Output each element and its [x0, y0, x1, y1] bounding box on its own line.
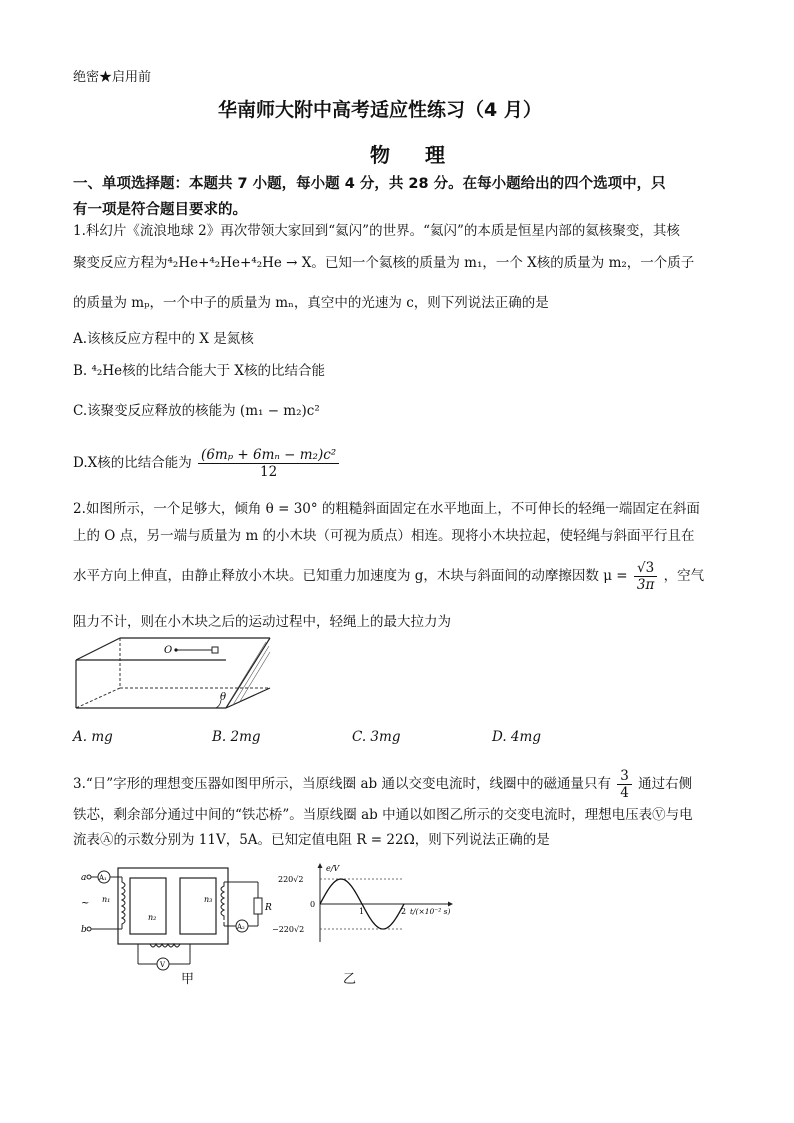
q2-mu-numerator: √3 [634, 560, 657, 577]
q3-n1-label: n₁ [102, 895, 111, 904]
q1-line2-suffix: 。已知一个氦核的质量为 m₁，一个 X核的质量为 m₂，一个质子 [311, 255, 695, 271]
q3-core-window-right [180, 878, 216, 934]
q3-figure-jia-caption: 甲 [181, 972, 195, 987]
q3-resistor-label: R [265, 903, 272, 913]
q2-line1: 2.如图所示，一个足够大，倾角 θ = 30° 的粗糙斜面固定在水平地面上，不可伸长的轻绳一端固定在斜面 [73, 501, 700, 517]
q3-iron-core-outer [118, 868, 228, 944]
q2-option-d: D. 4mg [492, 729, 541, 745]
q3-graph-tick-2: 2 [401, 907, 407, 916]
q1-option-d-denominator: 12 [260, 464, 278, 481]
q2-line4: 阻力不计，则在小木块之后的运动过程中，轻绳上的最大拉力为 [73, 614, 451, 630]
q1-equation: ⁴₂He+⁴₂He+⁴₂He → X [167, 255, 312, 271]
q3-voltmeter-label: V [160, 961, 166, 969]
q1-option-d [73, 447, 341, 480]
q3-resistor [254, 898, 262, 914]
q2-theta-label: θ [220, 692, 227, 703]
q2-block [212, 647, 218, 653]
q2-hidden-edge [76, 688, 120, 708]
section-heading-line2: 有一项是符合题目要求的。 [73, 202, 247, 218]
q1-line2-prefix: 聚变反应方程为 [73, 255, 168, 271]
q3-frac-numerator: 3 [617, 768, 632, 785]
q3-transformer-figure [78, 860, 278, 985]
secret-mark: 绝密★启用前 [73, 70, 152, 85]
q1-option-a: A.该核反应方程中的 X 是氮核 [73, 331, 254, 347]
q2-line3-prefix: 水平方向上伸直，由静止释放小木块。已知重力加速度为 g，木块与斜面间的动摩擦因数 μ = [73, 567, 628, 584]
q3-flux-fraction [617, 768, 632, 801]
q2-option-c: C. 3mg [352, 729, 401, 745]
q3-terminal-b-label: b [81, 925, 87, 935]
q3-line3: 流表Ⓐ的示数分别为 11V，5A。已知定值电阻 R = 22Ω，则下列说法正确的是 [73, 832, 550, 848]
q3-graph-y-max: 220√2 [278, 875, 304, 884]
q3-graph-tick-1: 1 [359, 907, 365, 916]
q2-mu-denominator: 3π [636, 577, 655, 594]
q3-core-window-left [130, 878, 166, 934]
q1-line1: 1.科幻片《流浪地球 2》再次带领大家回到“氦闪”的世界。“氦闪”的本质是恒星内部的氦核聚变，其核 [73, 223, 680, 239]
q1-line2 [73, 257, 694, 271]
q3-terminal-a-label: a [81, 873, 87, 883]
q3-line1-suffix: 通过右侧 [638, 775, 693, 792]
q3-voltage-graph [270, 862, 460, 946]
section-heading-line1: 一、单项选择题：本题共 7 小题，每小题 4 分，共 28 分。在每小题给出的四个选项中，只 [73, 176, 666, 192]
q1-option-d-fraction [198, 447, 339, 480]
q3-frac-denominator: 4 [620, 785, 629, 802]
q2-line3 [73, 560, 704, 593]
q2-line3-suffix: ，空气 [663, 567, 705, 584]
q1-option-b: B. ⁴₂He核的比结合能大于 X核的比结合能 [73, 363, 325, 379]
q3-line2: 铁芯，剩余部分通过中间的“铁芯桥”。当原线圈 ab 中通以如图乙所示的交变电流时，理想电压表Ⓥ与电 [73, 807, 693, 823]
q3-ammeter-a2-label: A₂ [237, 923, 245, 931]
q3-graph-y-label: e/V [326, 864, 340, 873]
q3-graph-y-min: −220√2 [272, 925, 305, 934]
q2-option-a: A. mg [73, 729, 113, 745]
q2-line2: 上的 O 点，另一端与质量为 m 的小木块（可视为质点）相连。现将小木块拉起，使轻绳与斜面平行且在 [73, 528, 695, 544]
page-title: 华南师大附中高考适应性练习（4 月） [218, 99, 542, 121]
q3-secondary-coil [221, 882, 224, 920]
q3-primary-coil [122, 877, 125, 929]
q1-option-c: C.该聚变反应释放的核能为 (m₁ − m₂)c² [73, 403, 320, 419]
q1-option-d-numerator: (6mₚ + 6mₙ − m₂)c² [198, 447, 339, 464]
q2-mu-fraction [634, 560, 657, 593]
q2-left-edge [76, 638, 120, 660]
q3-line1-prefix: 3.“日”字形的理想变压器如图甲所示，当原线圈 ab 通以交变电流时，线圈中的磁通量只有 [73, 775, 611, 792]
q3-graph-x-label: t/(×10⁻² s) [410, 907, 451, 916]
q3-figure-yi-caption: 乙 [343, 972, 357, 987]
q3-line1 [73, 768, 692, 801]
q2-option-b: B. 2mg [212, 729, 261, 745]
q3-ac-source-symbol: ~ [81, 898, 90, 909]
q3-ammeter-a1-label: A₁ [99, 874, 107, 882]
q1-option-d-prefix: D.X核的比结合能为 [73, 454, 192, 471]
q1-line3: 的质量为 mₚ，一个中子的质量为 mₙ，真空中的光速为 c，则下列说法正确的是 [73, 295, 549, 311]
q2-incline-figure [70, 632, 280, 714]
q3-n3-label: n₃ [204, 895, 213, 904]
subject-title: 物 理 [370, 143, 459, 167]
q2-o-label: O [164, 645, 173, 656]
q3-graph-origin: 0 [310, 900, 316, 909]
q3-n2-label: n₂ [148, 913, 157, 922]
